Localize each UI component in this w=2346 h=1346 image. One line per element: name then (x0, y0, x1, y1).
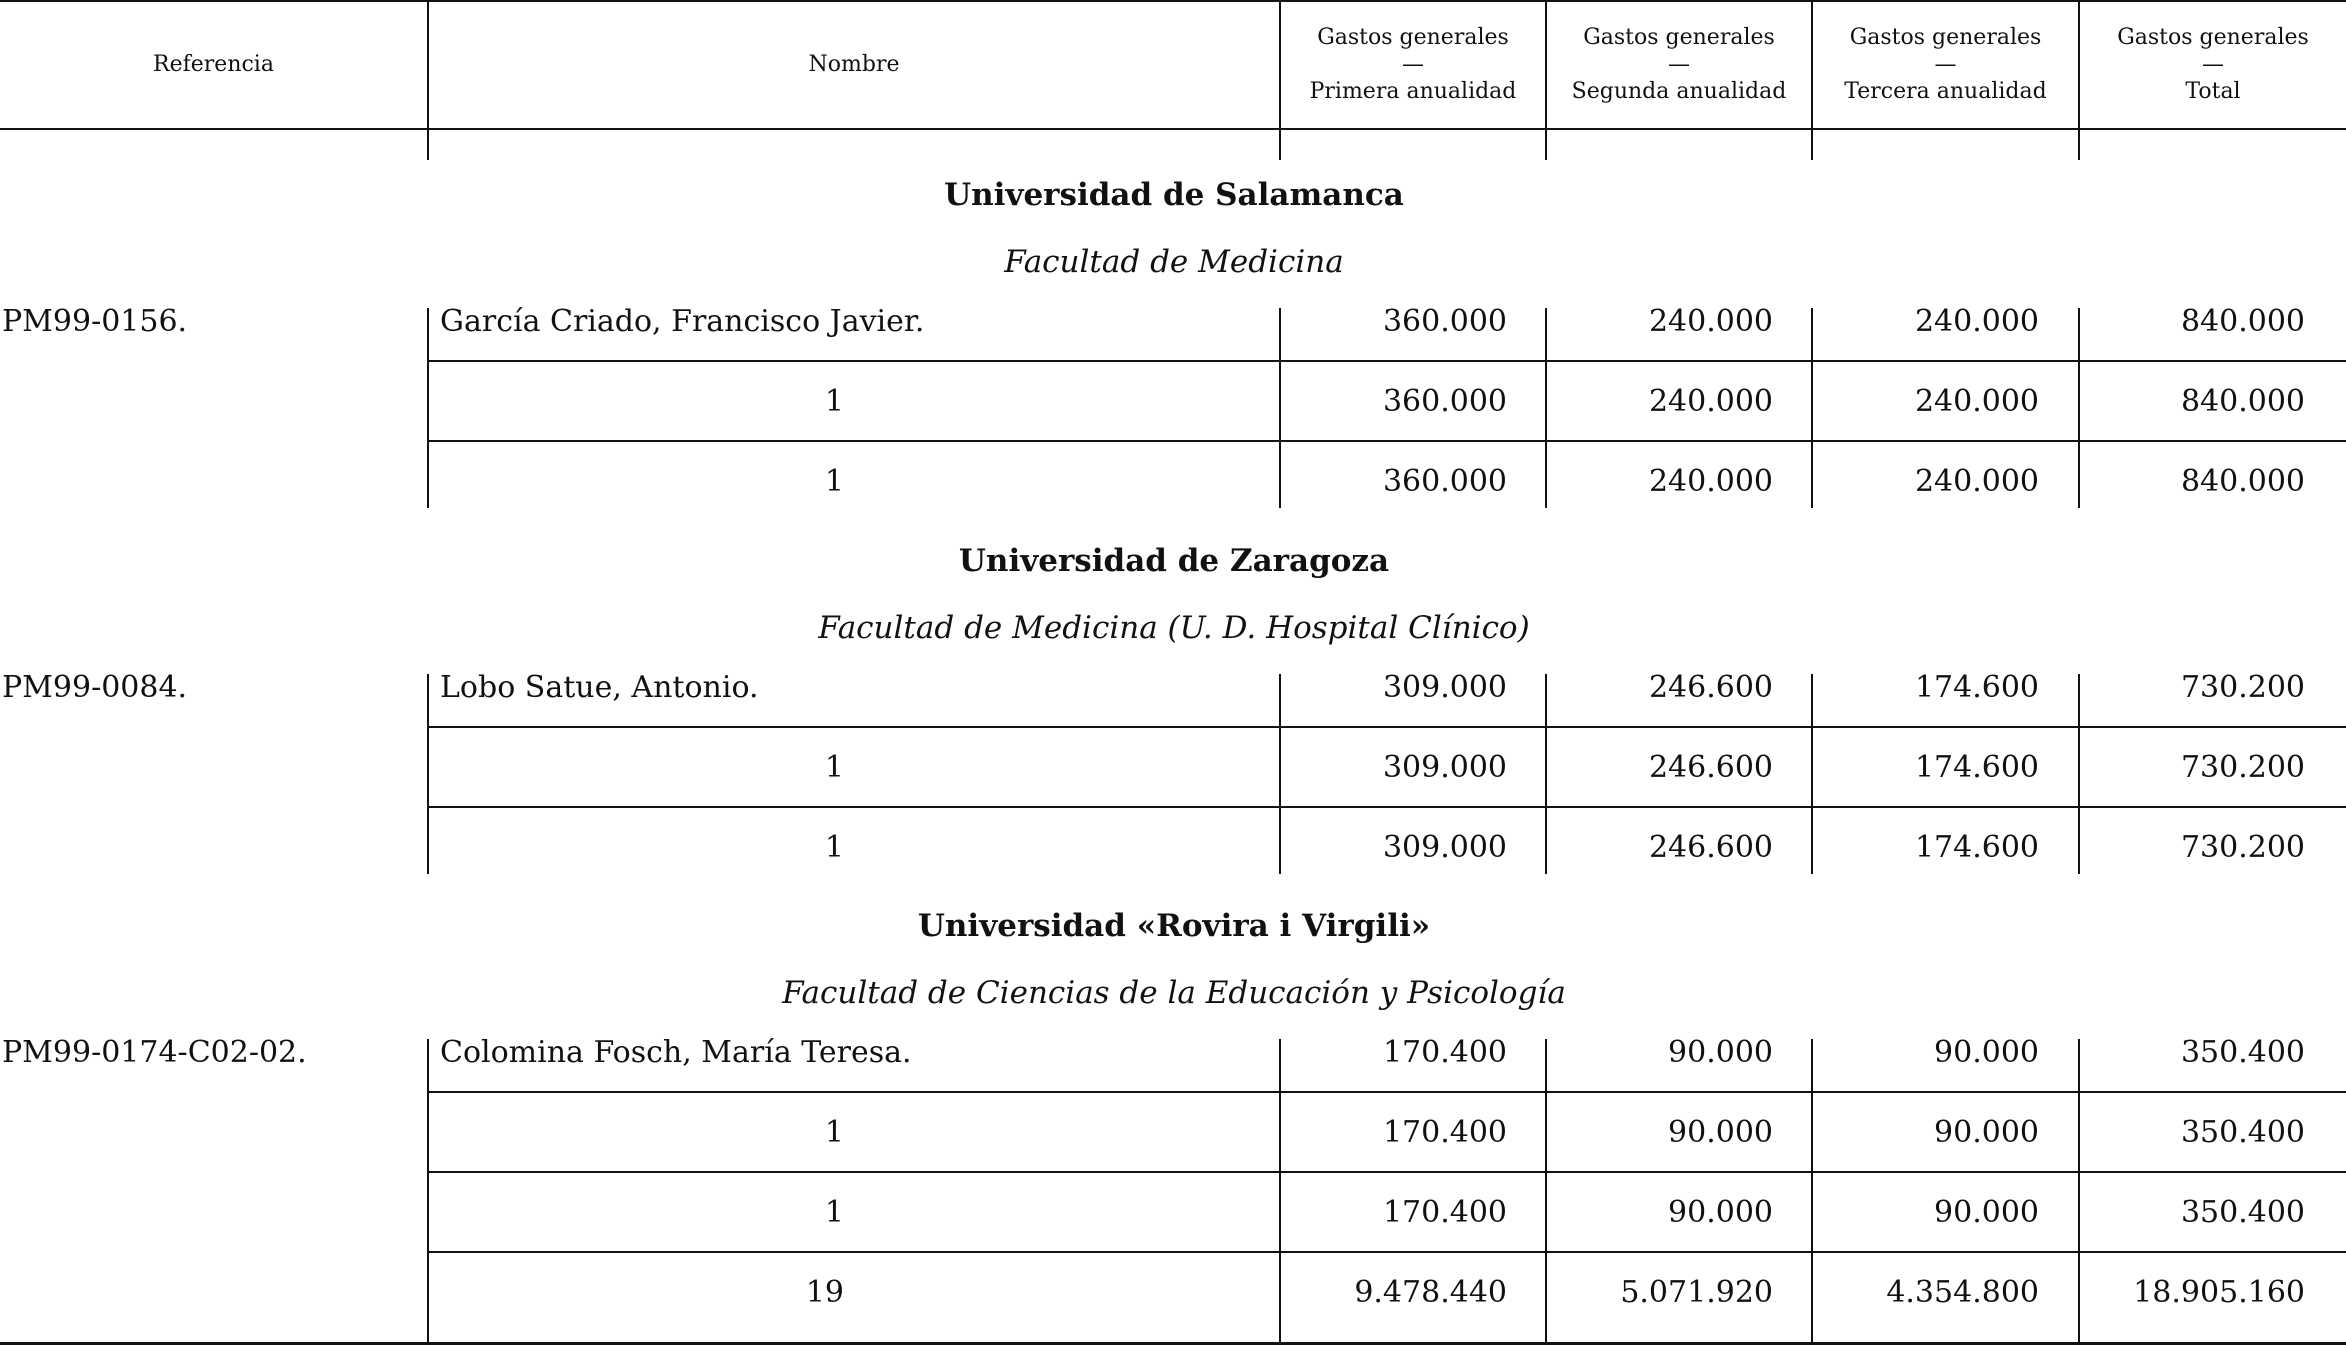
value-cell: 170.400 (1382, 1035, 1507, 1070)
header-label: Nombre (808, 51, 900, 77)
header-segunda-anualidad (1547, 0, 1811, 128)
column-divider (1279, 1039, 1281, 1344)
value-cell: 730.200 (2180, 750, 2305, 785)
value-cell: 730.200 (2180, 830, 2305, 865)
column-divider (1545, 674, 1547, 874)
count-cell: 19 (805, 1275, 844, 1310)
value-cell: 240.000 (1648, 384, 1773, 419)
column-divider (1811, 1039, 1813, 1344)
column-divider (1545, 1039, 1547, 1344)
value-cell: 309.000 (1382, 750, 1507, 785)
header-label: Segunda anualidad (1571, 78, 1787, 104)
header-label: Gastos generales (1849, 24, 2042, 50)
header-nombre (429, 0, 1279, 128)
value-cell: 90.000 (1934, 1195, 2039, 1230)
faculty-heading: Facultad de Ciencias de la Educación y Psicología (782, 975, 1566, 1011)
value-cell: 246.600 (1648, 830, 1773, 865)
row-rule (427, 440, 2346, 442)
value-cell: 350.400 (2180, 1195, 2305, 1230)
row-rule (427, 360, 2346, 362)
header-label: Gastos generales (1317, 24, 1509, 50)
value-cell: 246.600 (1648, 750, 1773, 785)
row-rule (427, 1091, 2346, 1093)
column-divider (427, 674, 429, 874)
header-label: Tercera anualidad (1844, 78, 2047, 104)
column-divider (427, 308, 429, 508)
value-cell: 90.000 (1934, 1035, 2039, 1070)
header-label: Gastos generales (1583, 24, 1775, 50)
header-total (2080, 0, 2346, 128)
value-cell: 360.000 (1382, 464, 1507, 499)
count-cell: 1 (824, 1195, 844, 1230)
value-cell: 9.478.440 (1354, 1275, 1507, 1310)
column-divider (2078, 308, 2080, 508)
header-label: Referencia (153, 51, 274, 77)
value-cell: 18.905.160 (2133, 1275, 2305, 1310)
reference-cell: PM99-0084. (2, 670, 188, 705)
count-cell: 1 (824, 830, 844, 865)
value-cell: 309.000 (1382, 830, 1507, 865)
value-cell: 350.400 (2180, 1035, 2305, 1070)
value-cell: 246.600 (1648, 670, 1773, 705)
count-cell: 1 (824, 1115, 844, 1150)
value-cell: 174.600 (1914, 670, 2039, 705)
header-dash: — (1402, 51, 1424, 77)
header-referencia (0, 0, 427, 128)
value-cell: 240.000 (1914, 464, 2039, 499)
column-divider (2078, 1039, 2080, 1344)
header-bottom-rule (0, 128, 2346, 130)
faculty-heading: Facultad de Medicina (1004, 244, 1344, 280)
value-cell: 240.000 (1914, 384, 2039, 419)
column-divider (427, 1039, 429, 1344)
value-cell: 240.000 (1648, 304, 1773, 339)
value-cell: 5.071.920 (1620, 1275, 1773, 1310)
header-dash: — (1934, 51, 1957, 77)
column-divider (1811, 674, 1813, 874)
header-label: Gastos generales (2117, 24, 2309, 50)
header-primera-anualidad (1281, 0, 1545, 128)
faculty-heading: Facultad de Medicina (U. D. Hospital Clínico) (818, 610, 1530, 646)
value-cell: 240.000 (1914, 304, 2039, 339)
header-dash: — (2202, 51, 2224, 77)
name-cell: Colomina Fosch, María Teresa. (440, 1035, 912, 1070)
value-cell: 90.000 (1934, 1115, 2039, 1150)
reference-cell: PM99-0156. (2, 304, 188, 339)
value-cell: 170.400 (1382, 1115, 1507, 1150)
value-cell: 730.200 (2180, 670, 2305, 705)
row-rule (427, 1251, 2346, 1253)
column-divider (1811, 308, 1813, 508)
value-cell: 840.000 (2180, 384, 2305, 419)
value-cell: 90.000 (1668, 1115, 1773, 1150)
row-rule (427, 1171, 2346, 1173)
value-cell: 360.000 (1382, 304, 1507, 339)
header-dash: — (1668, 51, 1690, 77)
column-divider (1279, 308, 1281, 508)
value-cell: 170.400 (1382, 1195, 1507, 1230)
university-heading: Universidad «Rovira i Virgili» (917, 908, 1431, 944)
column-divider (1545, 308, 1547, 508)
table-bottom-rule (0, 1342, 2346, 1345)
header-label: Primera anualidad (1309, 78, 1517, 104)
header-label: Total (2185, 78, 2241, 104)
value-cell: 350.400 (2180, 1115, 2305, 1150)
value-cell: 840.000 (2180, 304, 2305, 339)
row-rule (427, 806, 2346, 808)
count-cell: 1 (824, 464, 844, 499)
count-cell: 1 (824, 750, 844, 785)
name-cell: Lobo Satue, Antonio. (440, 670, 759, 705)
column-divider (1279, 674, 1281, 874)
university-heading: Universidad de Zaragoza (958, 543, 1390, 579)
value-cell: 174.600 (1914, 830, 2039, 865)
header-tercera-anualidad (1813, 0, 2078, 128)
count-cell: 1 (824, 384, 844, 419)
row-rule (427, 726, 2346, 728)
value-cell: 840.000 (2180, 464, 2305, 499)
value-cell: 174.600 (1914, 750, 2039, 785)
value-cell: 90.000 (1668, 1035, 1773, 1070)
university-heading: Universidad de Salamanca (944, 177, 1404, 213)
value-cell: 240.000 (1648, 464, 1773, 499)
name-cell: García Criado, Francisco Javier. (440, 304, 925, 339)
value-cell: 4.354.800 (1886, 1275, 2039, 1310)
reference-cell: PM99-0174-C02-02. (2, 1035, 307, 1070)
value-cell: 360.000 (1382, 384, 1507, 419)
column-divider (2078, 674, 2080, 874)
value-cell: 309.000 (1382, 670, 1507, 705)
value-cell: 90.000 (1668, 1195, 1773, 1230)
